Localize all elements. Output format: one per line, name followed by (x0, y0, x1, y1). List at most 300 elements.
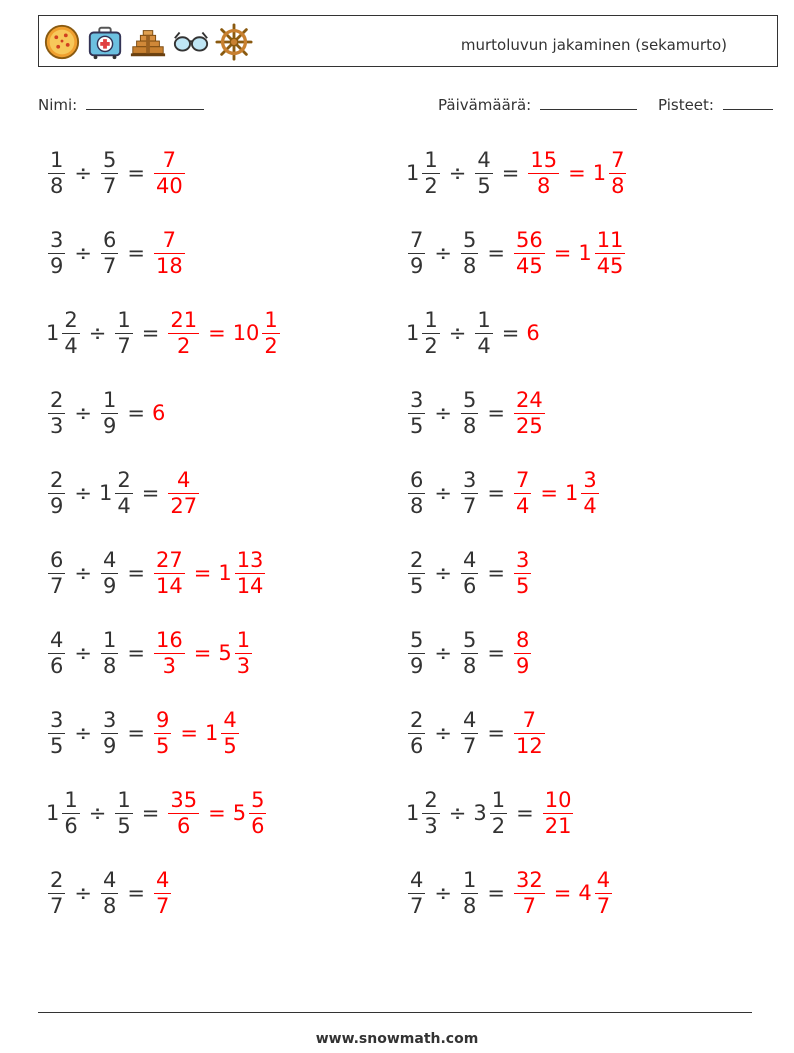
divide-sign: ÷ (434, 241, 452, 265)
answer-denominator: 5 (155, 733, 170, 758)
answer-fraction (235, 548, 266, 599)
divisor-denominator: 8 (102, 653, 117, 678)
problem (406, 223, 627, 283)
footer-divider (38, 1012, 752, 1013)
dividend-fraction (408, 468, 425, 519)
divide-sign: ÷ (434, 641, 452, 665)
divisor-fraction (101, 388, 118, 439)
problem (406, 543, 533, 603)
equals-sign: = (141, 481, 160, 505)
answer (512, 468, 601, 519)
dividend-numerator: 7 (410, 227, 424, 252)
divisor-fraction (101, 628, 118, 679)
dividend-fraction (422, 788, 439, 839)
problem (46, 623, 254, 683)
first-aid-kit-icon (86, 22, 124, 62)
divisor-denominator: 8 (102, 893, 117, 918)
divide-sign: ÷ (88, 321, 107, 345)
equals-sign: = (487, 641, 505, 665)
answer-numerator: 7 (162, 227, 177, 252)
dividend-denominator: 8 (410, 493, 424, 518)
dividend-numerator: 6 (410, 467, 424, 492)
answer-denominator: 3 (162, 653, 177, 678)
answer-numerator: 1 (236, 627, 251, 652)
problem (46, 783, 268, 843)
answer-numerator: 13 (236, 547, 264, 572)
answer-numerator: 4 (223, 707, 237, 732)
equals-sign: = (501, 321, 520, 345)
answer-numerator: 7 (515, 467, 530, 492)
date-label: Päivämäärä: (438, 96, 532, 114)
answer-equals-sign: = (193, 561, 212, 585)
dividend-fraction (408, 548, 425, 599)
answer-denominator: 27 (170, 493, 198, 518)
answer-equals-sign: = (208, 801, 226, 825)
dividend-denominator: 3 (50, 413, 64, 438)
answer-numerator: 27 (155, 547, 183, 572)
divisor-numerator: 5 (462, 387, 477, 412)
dividend-fraction (62, 308, 79, 359)
equals-sign: = (127, 401, 145, 425)
dividend-denominator: 7 (50, 573, 64, 598)
answer-numerator: 7 (611, 147, 625, 172)
problem (46, 143, 187, 203)
answer-fraction (221, 708, 238, 759)
answer-fraction (514, 388, 545, 439)
dividend-denominator: 2 (424, 173, 438, 198)
dividend-numerator: 2 (410, 707, 424, 732)
dividend-denominator: 9 (50, 493, 64, 518)
answer-denominator: 21 (544, 813, 572, 838)
equals-sign: = (487, 481, 505, 505)
problem (406, 383, 547, 443)
name-field (38, 95, 204, 114)
divisor-denominator: 9 (102, 733, 117, 758)
answer-equals-sign: = (208, 321, 226, 345)
divide-sign: ÷ (74, 561, 92, 585)
equals-sign: = (487, 401, 505, 425)
divisor-fraction (475, 148, 492, 199)
divide-sign: ÷ (434, 401, 452, 425)
problem (46, 703, 241, 763)
divisor-numerator: 1 (491, 787, 506, 812)
dividend-numerator: 2 (410, 547, 424, 572)
equals-sign: = (516, 801, 534, 825)
problem (406, 863, 614, 923)
divisor-denominator: 9 (102, 413, 117, 438)
answer-denominator: 14 (236, 573, 264, 598)
footer-url: www.snowmath.com (315, 1031, 479, 1047)
divide-sign: ÷ (74, 401, 92, 425)
divisor-denominator: 2 (491, 813, 506, 838)
dividend-fraction (408, 868, 425, 919)
dividend-fraction (62, 788, 79, 839)
equals-sign: = (487, 881, 505, 905)
dividend-numerator: 1 (424, 307, 438, 332)
answer-fraction (168, 788, 199, 839)
answer-numerator: 16 (155, 627, 183, 652)
equals-sign: = (487, 561, 505, 585)
answer-whole: 1 (204, 721, 219, 745)
divisor-fraction (101, 228, 118, 279)
answer-fraction (168, 468, 199, 519)
divisor-fraction (101, 148, 118, 199)
divisor-fraction (475, 308, 492, 359)
equals-sign: = (127, 641, 145, 665)
divisor-fraction (101, 548, 118, 599)
divisor-denominator: 8 (462, 413, 477, 438)
divisor-numerator: 1 (462, 867, 477, 892)
problem (46, 543, 267, 603)
header-icons (43, 22, 253, 62)
answer-whole: 6 (151, 401, 166, 425)
divisor-denominator: 8 (462, 653, 477, 678)
divide-sign: ÷ (448, 801, 467, 825)
problem (406, 703, 547, 763)
answer-numerator: 15 (530, 147, 558, 172)
dividend-numerator: 4 (50, 627, 64, 652)
divisor-numerator: 1 (117, 787, 131, 812)
dividend-numerator: 1 (50, 147, 64, 172)
name-label: Nimi: (38, 96, 78, 114)
dividend-whole: 1 (406, 161, 420, 185)
answer-numerator: 1 (264, 307, 278, 332)
dividend-fraction (408, 388, 425, 439)
equals-sign: = (141, 321, 160, 345)
divisor-numerator: 4 (462, 547, 477, 572)
answer (152, 148, 187, 199)
divisor-numerator: 1 (102, 387, 117, 412)
date-field (438, 95, 637, 114)
answer (152, 868, 173, 919)
divisor-fraction (461, 548, 478, 599)
answer-numerator: 35 (170, 787, 198, 812)
answer-fraction (514, 548, 531, 599)
answer-numerator: 5 (251, 787, 265, 812)
answer (512, 548, 533, 599)
dividend-fraction (48, 468, 65, 519)
divisor-fraction (115, 468, 132, 519)
score-blank[interactable] (723, 95, 773, 110)
dividend-denominator: 7 (50, 893, 64, 918)
dividend-fraction (422, 148, 439, 199)
dividend-numerator: 6 (50, 547, 64, 572)
dividend-numerator: 2 (424, 787, 438, 812)
answer-denominator: 5 (515, 573, 530, 598)
divisor-numerator: 5 (102, 147, 117, 172)
dividend-fraction (48, 628, 65, 679)
divisor-numerator: 5 (462, 227, 477, 252)
divide-sign: ÷ (434, 721, 452, 745)
dividend-whole: 1 (46, 321, 60, 345)
answer-fraction (154, 228, 185, 279)
answer-denominator: 3 (236, 653, 251, 678)
problem (406, 463, 601, 523)
answer-fraction (528, 148, 559, 199)
answer-numerator: 4 (155, 867, 170, 892)
name-blank[interactable] (86, 95, 204, 110)
dividend-numerator: 2 (50, 387, 64, 412)
divide-sign: ÷ (74, 481, 92, 505)
answer-fraction (595, 868, 612, 919)
answer-denominator: 45 (515, 253, 543, 278)
answer-fraction (154, 548, 185, 599)
answer-whole: 1 (578, 241, 592, 265)
equals-sign: = (501, 161, 520, 185)
dividend-denominator: 2 (424, 333, 438, 358)
dividend-denominator: 9 (410, 653, 424, 678)
answer (512, 868, 614, 919)
answer-fraction (154, 708, 171, 759)
divisor-denominator: 4 (477, 333, 491, 358)
problem (46, 383, 166, 443)
equals-sign: = (127, 561, 145, 585)
answer-fraction (154, 868, 171, 919)
divide-sign: ÷ (74, 881, 92, 905)
divide-sign: ÷ (88, 801, 107, 825)
answer-whole: 1 (592, 161, 607, 185)
problem (406, 783, 575, 843)
divisor-numerator: 5 (462, 627, 477, 652)
answer-fraction (514, 468, 531, 519)
answer-fraction (595, 228, 626, 279)
divisor-denominator: 4 (117, 493, 131, 518)
divide-sign: ÷ (74, 721, 92, 745)
divide-sign: ÷ (448, 321, 467, 345)
problem (46, 303, 282, 363)
dividend-fraction (48, 148, 65, 199)
answer-fraction (514, 228, 545, 279)
answer-numerator: 8 (515, 627, 530, 652)
equals-sign: = (487, 241, 505, 265)
dividend-fraction (422, 308, 439, 359)
pyramid-icon (129, 22, 167, 62)
answer-fraction (249, 788, 266, 839)
answer-denominator: 6 (251, 813, 265, 838)
dividend-numerator: 2 (50, 467, 64, 492)
answer-denominator: 7 (522, 893, 537, 918)
divisor-denominator: 5 (477, 173, 491, 198)
answer-denominator: 2 (177, 333, 191, 358)
pizza-icon (43, 22, 81, 62)
answer-denominator: 12 (515, 733, 543, 758)
answer-numerator: 11 (596, 227, 624, 252)
dividend-numerator: 2 (50, 867, 64, 892)
divisor-denominator: 8 (462, 893, 477, 918)
answer (526, 321, 540, 345)
answer-whole: 10 (232, 321, 260, 345)
divisor-fraction (101, 708, 118, 759)
divisor-denominator: 5 (117, 813, 131, 838)
dividend-whole: 1 (406, 801, 420, 825)
divisor-denominator: 7 (102, 173, 117, 198)
answer (526, 148, 628, 199)
divisor-numerator: 1 (102, 627, 117, 652)
divide-sign: ÷ (434, 881, 452, 905)
dividend-numerator: 2 (64, 307, 78, 332)
divisor-fraction (101, 868, 118, 919)
answer-numerator: 4 (177, 467, 191, 492)
answer-denominator: 45 (596, 253, 624, 278)
answer (166, 308, 281, 359)
divisor-denominator: 7 (117, 333, 131, 358)
divisor-numerator: 6 (102, 227, 117, 252)
score-field (658, 95, 773, 114)
answer-numerator: 3 (515, 547, 530, 572)
equals-sign: = (127, 881, 145, 905)
equals-sign: = (127, 161, 145, 185)
date-blank[interactable] (540, 95, 637, 110)
answer (166, 468, 201, 519)
answer-equals-sign: = (553, 881, 572, 905)
divisor-fraction (461, 468, 478, 519)
dividend-denominator: 4 (64, 333, 78, 358)
equals-sign: = (127, 241, 145, 265)
dividend-fraction (48, 868, 65, 919)
ship-wheel-icon (215, 22, 253, 62)
divisor-numerator: 4 (462, 707, 477, 732)
answer-fraction (609, 148, 626, 199)
dividend-denominator: 6 (64, 813, 78, 838)
dividend-fraction (48, 228, 65, 279)
answer (512, 628, 533, 679)
answer (512, 708, 547, 759)
divisor-fraction (490, 788, 507, 839)
worksheet-title: murtoluvun jakaminen (sekamurto) (460, 36, 727, 54)
answer-whole: 1 (218, 561, 232, 585)
dividend-numerator: 5 (410, 627, 424, 652)
dividend-fraction (408, 708, 425, 759)
answer-numerator: 7 (522, 707, 537, 732)
problem (406, 143, 628, 203)
answer (152, 401, 166, 425)
answer-equals-sign: = (568, 161, 586, 185)
divisor-denominator: 9 (102, 573, 117, 598)
dividend-denominator: 8 (50, 173, 64, 198)
divisor-numerator: 3 (102, 707, 117, 732)
divisor-numerator: 4 (102, 547, 117, 572)
divisor-fraction (461, 388, 478, 439)
answer-denominator: 7 (596, 893, 611, 918)
dividend-denominator: 6 (50, 653, 64, 678)
answer-whole: 6 (526, 321, 540, 345)
divisor-numerator: 1 (117, 307, 131, 332)
dividend-denominator: 7 (410, 893, 424, 918)
answer-equals-sign: = (540, 481, 558, 505)
divide-sign: ÷ (74, 161, 92, 185)
answer-denominator: 25 (515, 413, 543, 438)
answer-denominator: 8 (537, 173, 551, 198)
divisor-fraction (461, 708, 478, 759)
dividend-numerator: 1 (64, 787, 78, 812)
divisor-fraction (115, 788, 132, 839)
problem (406, 303, 541, 363)
answer-whole: 1 (564, 481, 579, 505)
divisor-whole: 1 (98, 481, 113, 505)
header-box (38, 15, 778, 67)
answer-numerator: 24 (515, 387, 543, 412)
answer-numerator: 10 (544, 787, 572, 812)
divisor-denominator: 7 (102, 253, 117, 278)
answer-denominator: 9 (515, 653, 530, 678)
dividend-whole: 1 (46, 801, 60, 825)
equals-sign: = (141, 801, 160, 825)
answer-equals-sign: = (193, 641, 212, 665)
answer-whole: 4 (578, 881, 592, 905)
dividend-numerator: 1 (424, 147, 438, 172)
divisor-numerator: 2 (117, 467, 131, 492)
divisor-denominator: 6 (462, 573, 477, 598)
dividend-denominator: 5 (410, 573, 424, 598)
answer-fraction (514, 628, 531, 679)
answer-denominator: 8 (611, 173, 625, 198)
dividend-fraction (48, 388, 65, 439)
answer (166, 788, 268, 839)
divisor-denominator: 7 (462, 733, 477, 758)
divisor-denominator: 8 (462, 253, 477, 278)
dividend-fraction (408, 628, 425, 679)
dividend-numerator: 3 (50, 227, 64, 252)
answer-denominator: 40 (155, 173, 183, 198)
answer-fraction (168, 308, 199, 359)
answer (152, 228, 187, 279)
dividend-whole: 1 (406, 321, 420, 345)
answer-numerator: 32 (515, 867, 543, 892)
answer-fraction (514, 708, 545, 759)
dividend-denominator: 9 (50, 253, 64, 278)
divisor-numerator: 4 (102, 867, 117, 892)
answer-fraction (154, 628, 185, 679)
answer-equals-sign: = (553, 241, 572, 265)
answer-numerator: 3 (583, 467, 597, 492)
divisor-denominator: 7 (462, 493, 477, 518)
answer-fraction (581, 468, 598, 519)
divisor-fraction (461, 228, 478, 279)
divide-sign: ÷ (434, 481, 452, 505)
divisor-numerator: 3 (462, 467, 477, 492)
answer-denominator: 18 (155, 253, 183, 278)
answer (512, 388, 547, 439)
dividend-denominator: 9 (410, 253, 424, 278)
answer-denominator: 4 (583, 493, 597, 518)
dividend-numerator: 3 (50, 707, 64, 732)
score-label: Pisteet: (658, 96, 714, 114)
answer-numerator: 56 (515, 227, 543, 252)
divisor-numerator: 4 (477, 147, 491, 172)
dividend-numerator: 3 (410, 387, 424, 412)
answer-fraction (514, 868, 545, 919)
answer-fraction (543, 788, 574, 839)
answer-whole: 5 (232, 801, 247, 825)
divisor-fraction (461, 868, 478, 919)
answer-numerator: 7 (162, 147, 177, 172)
dividend-fraction (408, 228, 425, 279)
dividend-fraction (48, 708, 65, 759)
answer-numerator: 9 (155, 707, 170, 732)
divide-sign: ÷ (74, 241, 92, 265)
divide-sign: ÷ (434, 561, 452, 585)
answer-denominator: 4 (515, 493, 530, 518)
answer (512, 228, 627, 279)
answer-fraction (154, 148, 185, 199)
answer (152, 628, 254, 679)
dividend-denominator: 5 (50, 733, 64, 758)
problem (46, 463, 201, 523)
divide-sign: ÷ (448, 161, 467, 185)
answer (152, 548, 267, 599)
answer-denominator: 6 (177, 813, 191, 838)
answer-fraction (262, 308, 279, 359)
